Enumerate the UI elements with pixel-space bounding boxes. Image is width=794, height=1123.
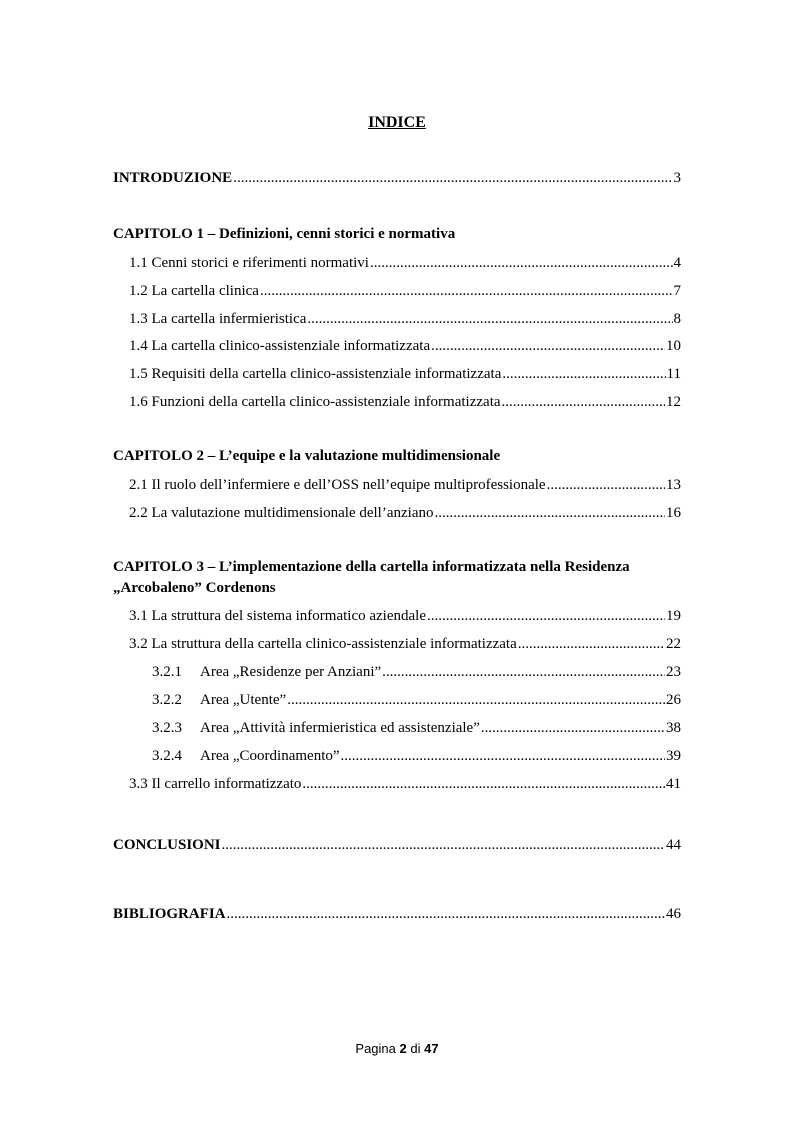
page-footer [0,1041,794,1056]
toc-entry-page: 39 [666,748,681,764]
toc-leader-dots [431,336,665,356]
footer-total-pages: 47 [424,1041,439,1056]
toc-entry-label: INTRODUZIONE [113,170,233,186]
toc-leader-dots [307,309,672,329]
toc-entry-page: 26 [666,692,681,708]
toc-entry-label: 2.1 Il ruolo dell’infermiere e dell’OSS nell’equipe multiprofessionale [129,477,546,493]
toc-entry-number: 3.2.1 [152,664,182,680]
toc-entry-page: 23 [666,664,681,680]
toc-entry-3-2-3[interactable] [152,718,681,738]
toc-entry-label: Area „Residenze per Anziani” [200,664,382,680]
toc-entry-2-1[interactable] [129,475,681,495]
toc-entry-label: CONCLUSIONI [113,837,221,853]
footer-current-page: 2 [399,1041,407,1056]
toc-entry-label: 1.3 La cartella infermieristica [129,311,307,327]
toc-leader-dots [287,690,665,710]
toc-leader-dots [227,904,665,924]
toc-entry-label: 3.3 Il carrello informatizzato [129,776,302,792]
toc-entry-page: 7 [673,283,681,299]
toc-entry-page: 10 [666,338,681,354]
toc-entry-page: 16 [666,505,681,521]
toc-entry-1-4[interactable] [129,336,681,356]
toc-entry-page: 46 [666,906,681,922]
toc-entry-3-2[interactable] [129,634,681,654]
chapter-2-heading[interactable]: CAPITOLO 2 – L’equipe e la valutazione multidimensionale [113,448,501,464]
toc-entry-label: 1.6 Funzioni della cartella clinico-assistenziale informatizzata [129,394,501,410]
chapter-3-heading-line-1[interactable]: CAPITOLO 3 – L’implementazione della cartella informatizzata nella Residenza [113,559,630,575]
toc-leader-dots [502,364,665,384]
toc-leader-dots [481,718,665,738]
toc-entry-number: 3.2.4 [152,748,182,764]
toc-leader-dots [502,392,665,412]
toc-entry-page: 44 [666,837,681,853]
toc-leader-dots [382,662,665,682]
footer-prefix: Pagina [355,1041,396,1056]
toc-entry-1-1[interactable] [129,253,681,273]
toc-entry-page: 11 [666,366,681,382]
chapter-1-heading[interactable]: CAPITOLO 1 – Definizioni, cenni storici e normativa [113,226,456,242]
toc-leader-dots [222,835,665,855]
toc-entry-page: 22 [666,636,681,652]
toc-leader-dots [302,774,665,794]
toc-entry-3-1[interactable] [129,606,681,626]
toc-entry-2-2[interactable] [129,503,681,523]
toc-entry-label: Area „Coordinamento” [200,748,340,764]
toc-leader-dots [518,634,665,654]
toc-entry-label: 3.1 La struttura del sistema informatico aziendale [129,608,426,624]
toc-entry-introduzione[interactable] [113,168,681,188]
toc-leader-dots [370,253,673,273]
page-title: INDICE [368,114,426,131]
toc-leader-dots [427,606,665,626]
toc-entry-page: 41 [666,776,681,792]
toc-entry-label: 1.5 Requisiti della cartella clinico-assistenziale informatizzata [129,366,502,382]
toc-entry-3-2-1[interactable] [152,662,681,682]
toc-entry-label: 2.2 La valutazione multidimensionale dell’anziano [129,505,434,521]
toc-leader-dots [547,475,665,495]
toc-entry-page: 19 [666,608,681,624]
toc-entry-1-2[interactable] [129,281,681,301]
toc-entry-1-5[interactable] [129,364,681,384]
toc-entry-label: 1.4 La cartella clinico-assistenziale informatizzata [129,338,431,354]
toc-leader-dots [341,746,665,766]
toc-entry-page: 13 [666,477,681,493]
toc-entry-label: BIBLIOGRAFIA [113,906,226,922]
toc-leader-dots [233,168,672,188]
toc-entry-page: 12 [666,394,681,410]
toc-entry-label: 1.1 Cenni storici e riferimenti normativi [129,255,369,271]
toc-entry-label: Area „Utente” [200,692,287,708]
toc-entry-page: 4 [673,255,681,271]
toc-entry-page: 3 [673,170,681,186]
toc-entry-label: 1.2 La cartella clinica [129,283,259,299]
toc-entry-label: 3.2 La struttura della cartella clinico-assistenziale informatizzata [129,636,517,652]
toc-entry-1-6[interactable] [129,392,681,412]
toc-entry-bibliografia[interactable] [113,904,681,924]
footer-separator: di [410,1041,421,1056]
toc-entry-label: Area „Attività infermieristica ed assistenziale” [200,720,480,736]
toc-entry-3-2-2[interactable] [152,690,681,710]
toc-entry-1-3[interactable] [129,309,681,329]
toc-entry-number: 3.2.2 [152,692,182,708]
toc-entry-conclusioni[interactable] [113,835,681,855]
toc-leader-dots [434,503,665,523]
toc-entry-number: 3.2.3 [152,720,182,736]
toc-entry-page: 38 [666,720,681,736]
toc-entry-3-3[interactable] [129,774,681,794]
toc-entry-page: 8 [673,311,681,327]
toc-leader-dots [260,281,673,301]
toc-entry-3-2-4[interactable] [152,746,681,766]
chapter-3-heading-line-2[interactable]: „Arcobaleno” Cordenons [113,580,276,596]
